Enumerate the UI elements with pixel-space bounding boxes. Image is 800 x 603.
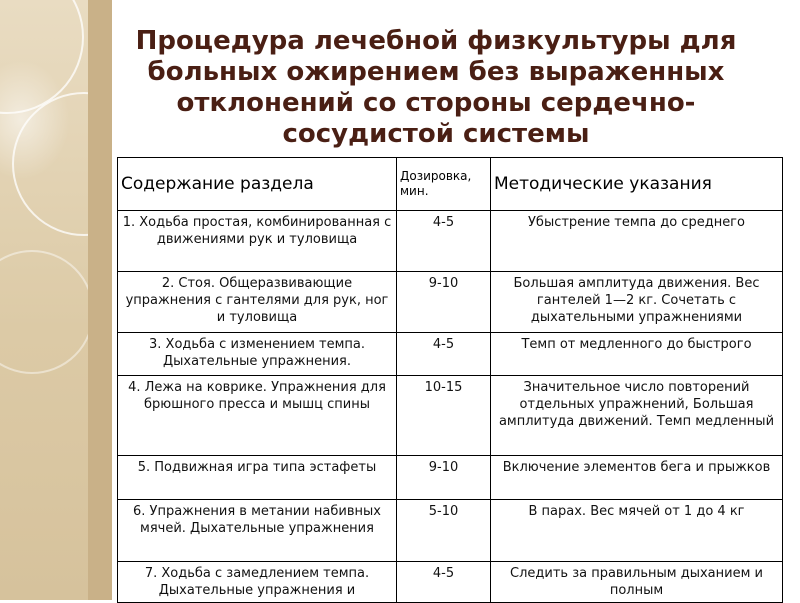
- table-row: [118, 456, 783, 500]
- row-notes: Следить за правильным дыханием и полным: [491, 562, 783, 603]
- header-content: Содержание раздела: [118, 158, 397, 211]
- row-dosage: 9-10: [397, 272, 491, 333]
- row-content: 4. Лежа на коврике. Упражнения для брюшного пресса и мышц спины: [118, 376, 397, 456]
- row-dosage: 4-5: [397, 562, 491, 603]
- decorative-bar: [88, 0, 112, 600]
- table-row: [118, 500, 783, 562]
- table-row: [118, 211, 783, 272]
- row-notes: Включение элементов бега и прыжков: [491, 456, 783, 500]
- table-header-row: [118, 158, 783, 211]
- row-notes: Убыстрение темпа до среднего: [491, 211, 783, 272]
- row-content: 3. Ходьба с изменением темпа. Дыхательные упражнения.: [118, 333, 397, 376]
- row-notes: В парах. Вес мячей от 1 до 4 кг: [491, 500, 783, 562]
- table-row: [118, 333, 783, 376]
- row-notes: Значительное число повторений отдельных упражнений, Большая амплитуда движений. Темп медленный: [491, 376, 783, 456]
- row-dosage: 10-15: [397, 376, 491, 456]
- table-row: [118, 376, 783, 456]
- table-row: [118, 272, 783, 333]
- row-content: 5. Подвижная игра типа эстафеты: [118, 456, 397, 500]
- decorative-sidebar: [0, 0, 112, 600]
- row-dosage: 4-5: [397, 211, 491, 272]
- row-content: 6. Упражнения в метании набивных мячей. Дыхательные упражнения: [118, 500, 397, 562]
- row-dosage: 5-10: [397, 500, 491, 562]
- header-methods: Методические указания: [491, 158, 783, 211]
- row-notes: Большая амплитуда движения. Вес гантелей 1—2 кг. Сочетать с дыхательными упражнениями: [491, 272, 783, 333]
- row-content: 7. Ходьба с замедлением темпа. Дыхательные упражнения и: [118, 562, 397, 603]
- header-dosage: Дозировка, мин.: [397, 158, 491, 211]
- row-content: 1. Ходьба простая, комбинированная с движениями рук и туловища: [118, 211, 397, 272]
- row-content: 2. Стоя. Общеразвивающие упражнения с гантелями для рук, ног и туловища: [118, 272, 397, 333]
- row-notes: Темп от медленного до быстрого: [491, 333, 783, 376]
- row-dosage: 4-5: [397, 333, 491, 376]
- slide-title: Процедура лечебной физкультуры для больных ожирением без выраженных отклонений со стороны сердечно-сосудистой системы: [135, 26, 737, 149]
- table-row: [118, 562, 783, 603]
- exercise-table: [117, 157, 783, 603]
- decorative-ring: [0, 250, 94, 374]
- row-dosage: 9-10: [397, 456, 491, 500]
